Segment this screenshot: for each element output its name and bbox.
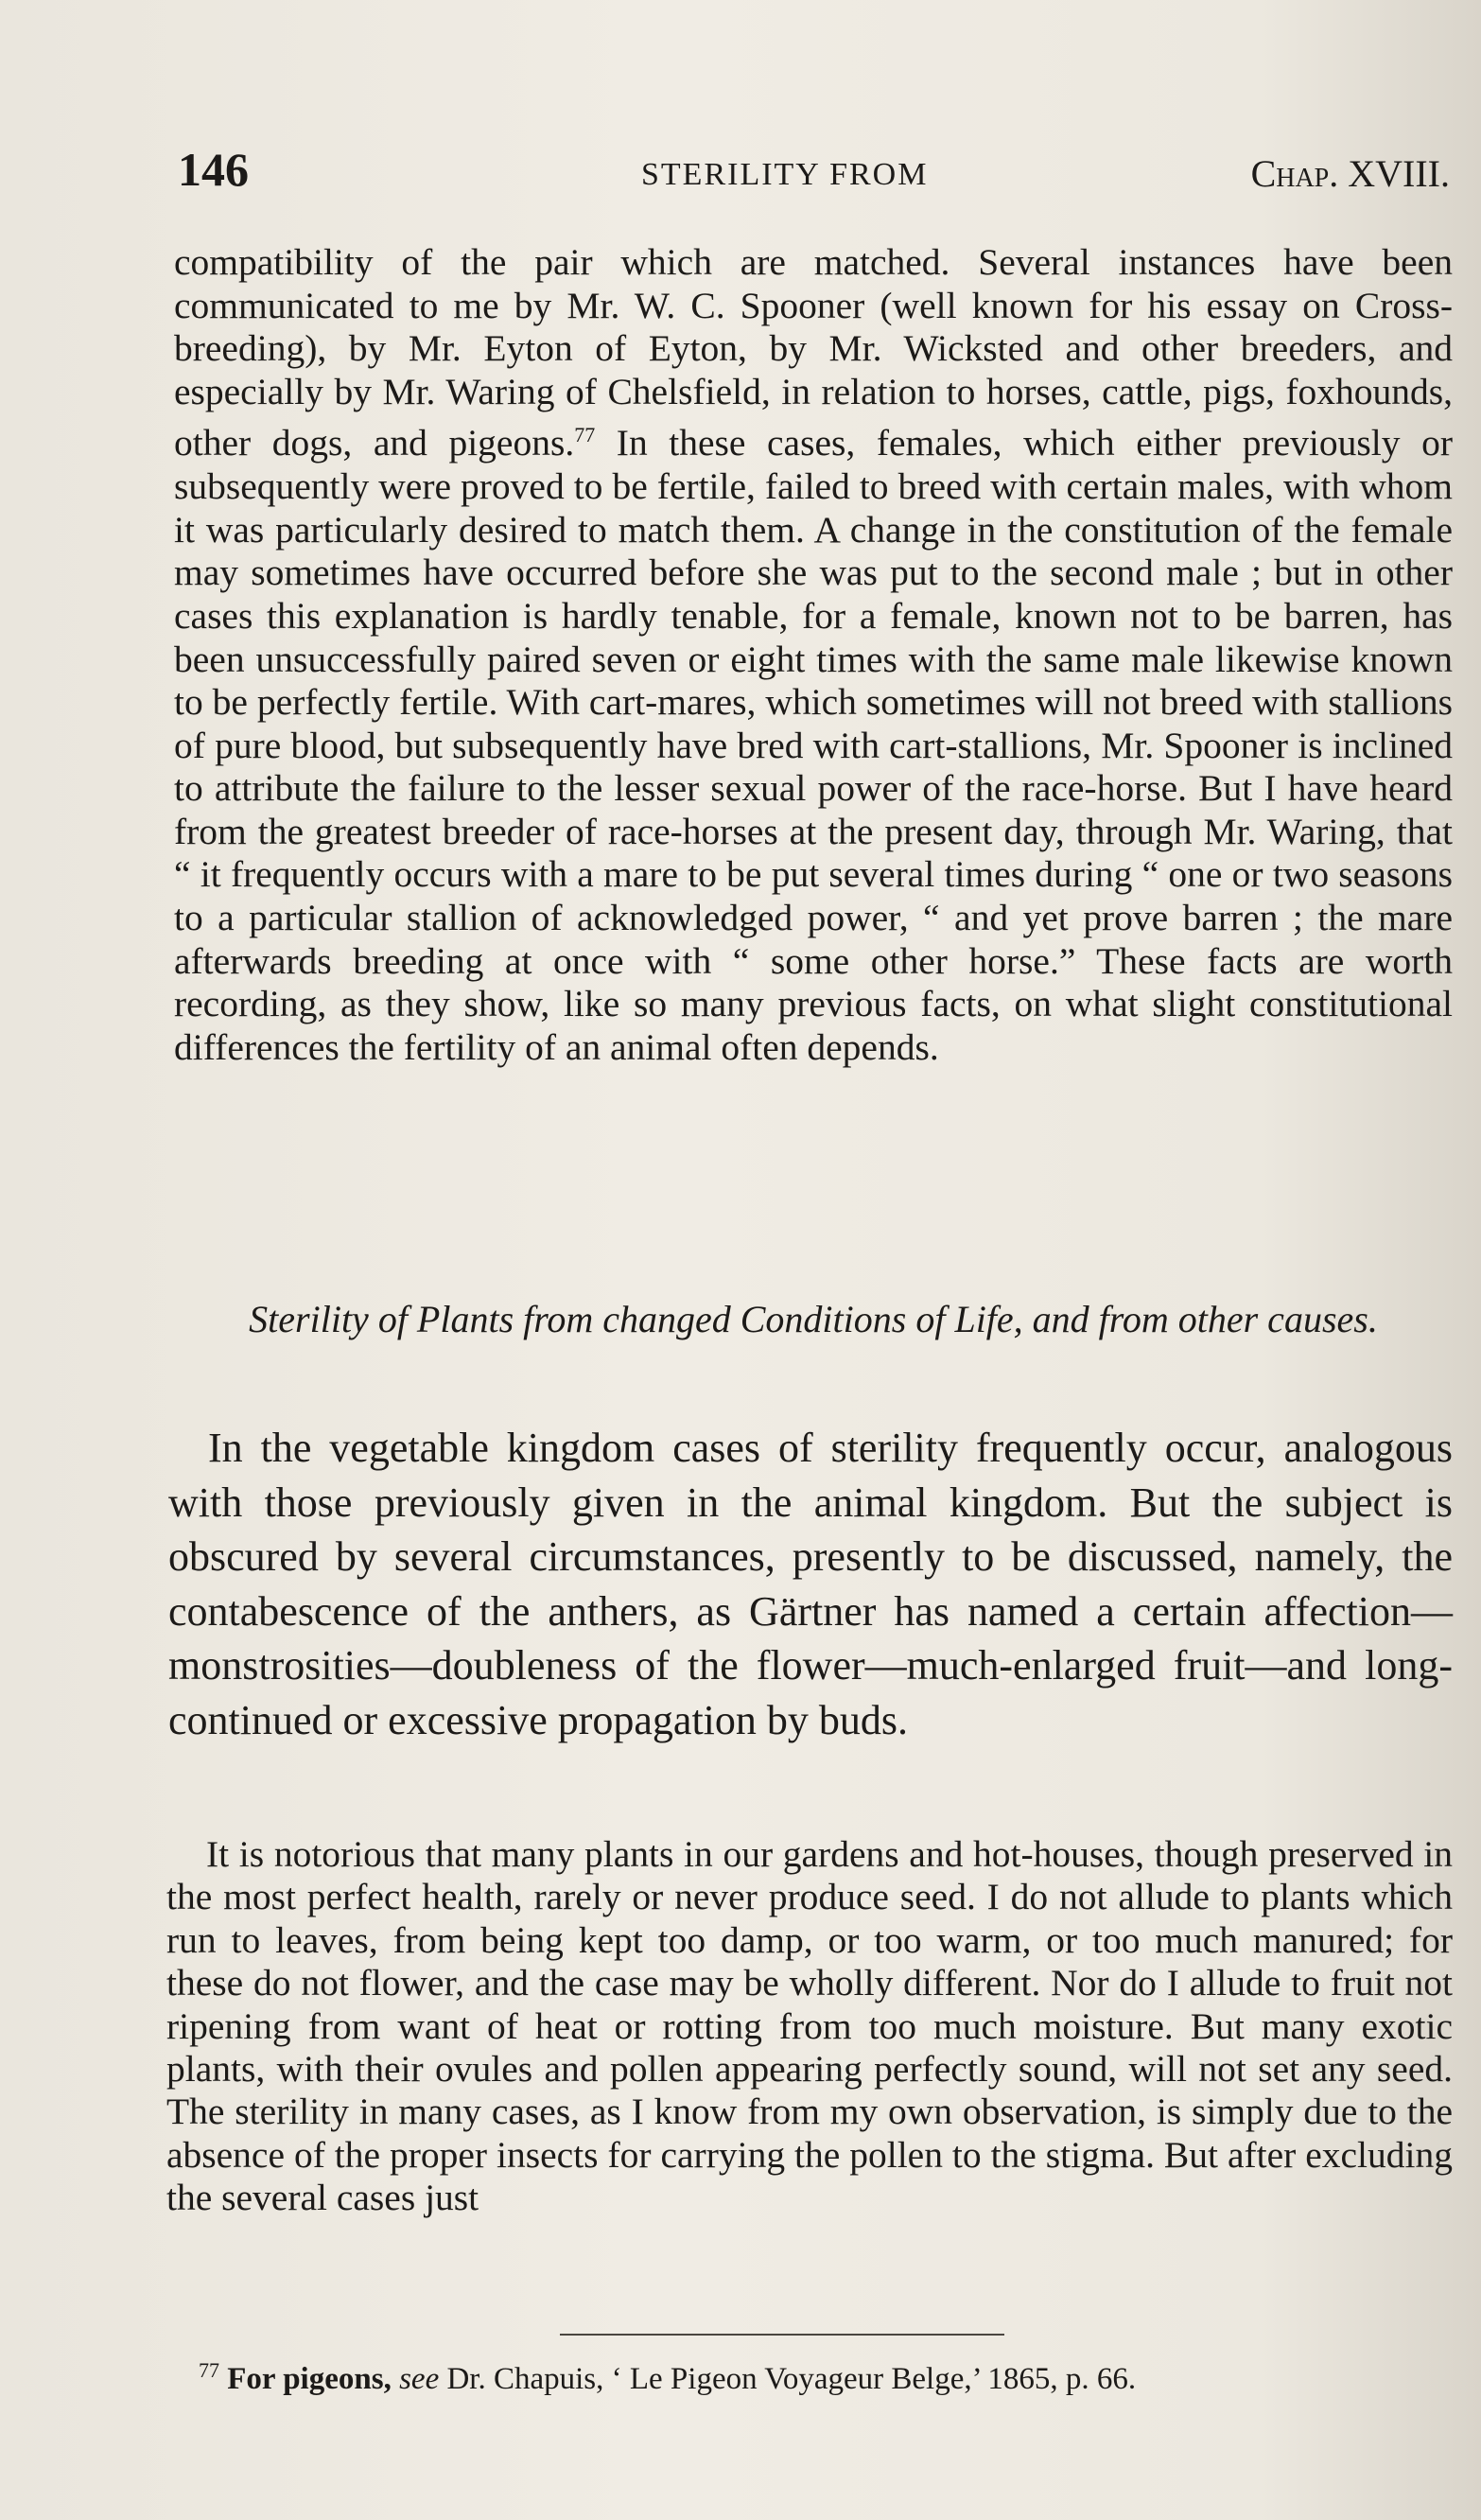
section-intro [168,1421,1453,1747]
footnote-divider [560,2334,1004,2336]
paragraph-2-block [166,1833,1453,2220]
paragraph-1-continued: In these cases, females, which either previously or subsequently were proved to be fertile, failed to breed with certain males, with whom it was particularly desired to match them. A change in the constitution of the female may sometimes have occurred before she was put to the second male ; but in other cases this explanation is hardly tenable, for a female, known not to be barren, has been unsuccessfully paired seven or eight times with the same male likewise known to be perfectly fertile. With cart-mares, which sometimes will not breed with stallions of pure blood, but subsequently have bred with cart-stallions, Mr. Spooner is inclined to attribute the failure to the lesser sexual power of the race-horse. But I have heard from the greatest breeder of race-horses at the present day, through Mr. Waring, that “ it frequently occurs with a mare to be put several times during “ one or two seasons to a particular stallion of acknowledged power, “ and yet prove barren ; the mare afterwards breeding at once with “ some other horse.” These facts are worth recording, as they show, like so many previous facts, on what slight constitutional differences the fertility of an animal often depends. [174,422,1453,1068]
section-heading: Sterility of Plants from changed Conditions of Life, and from other causes. [249,1298,1378,1340]
paragraph-2: It is notorious that many plants in our gardens and hot-houses, though preserved in the most perfect health, rarely or never produce seed. I do not allude to plants which run to leaves, from being kept too damp, or too warm, or too much manured; for these do not flower, and the case may be wholly different. Nor do I allude to fruit not ripening from want of heat or rotting from too much moisture. But many exotic plants, with their ovules and pollen appearing perfectly sound, will not set any seed. The sterility in many cases, as I know from my own observation, is simply due to the absence of the proper insects for carrying the pollen to the stigma. But after excluding the several cases just [166,1833,1453,2219]
chapter-label: Chap. XVIII. [1250,152,1450,195]
footnote-lead: For pigeons, [227,2362,392,2396]
footnote-reference: 77 [574,423,596,447]
page-number: 146 [178,143,249,196]
footnote-see: see [399,2362,440,2396]
page-header [178,142,1450,208]
footnote-text: Dr. Chapuis, ‘ Le Pigeon Voyageur Belge,’ 1865, p. 66. [439,2362,1137,2396]
footnote [199,2360,1447,2398]
body-text [174,241,1453,1069]
paragraph-1-text: compatibility of the pair which are matched. Several instances have been communicated to me by Mr. W. C. Spooner (well known for his essay on Cross-breeding), by Mr. Eyton of Eyton, by Mr. Wicksted and other breeders, and especially by Mr. Waring of Chelsfield, in relation to horses, cattle, pigs, foxhounds, other dogs, and pigeons. [174,241,1453,464]
footnote-number: 77 [199,2358,219,2382]
running-title: STERILITY FROM [641,157,929,192]
intro-paragraph: In the vegetable kingdom cases of sterility frequently occur, analogous with those previously given in the animal kingdom. But the subject is obscured by several circumstances, presently to be discussed, namely, the contabescence of the anthers, as Gärtner has named a certain affection—monstrosities—doubleness of the flower—much-enlarged fruit—and long-continued or excessive propagation by buds. [168,1425,1453,1743]
paragraph-1 [174,241,1453,1069]
